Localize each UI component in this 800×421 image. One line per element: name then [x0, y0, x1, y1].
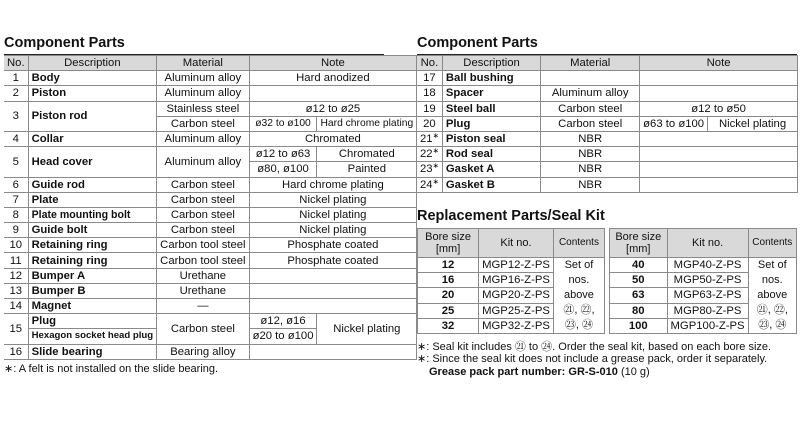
part-material: NBR [541, 131, 640, 146]
table-row [417, 177, 798, 192]
contents-line: above [757, 289, 788, 301]
part-description: Plate mounting bolt [28, 207, 157, 222]
left-footnote: ∗: A felt is not installed on the slide bearing. [4, 363, 219, 375]
kit-number: MGP100-Z-PS [667, 318, 748, 333]
table-row [417, 101, 798, 116]
part-no-text: 23 [420, 163, 433, 176]
contents-line: Set of [564, 259, 594, 271]
part-description: Slide bearing [28, 344, 157, 359]
part-note: Nickel plating [708, 116, 798, 131]
table-row [4, 192, 417, 207]
left-parts-table [4, 55, 417, 360]
part-note [640, 86, 798, 101]
part-no [417, 116, 442, 131]
table-row [417, 116, 798, 131]
part-no-text: 21 [420, 133, 433, 146]
part-description: Collar [28, 131, 157, 146]
contents-line: above [563, 289, 594, 301]
part-size-range: ø20 to ø100 [249, 329, 317, 344]
part-no [417, 131, 442, 146]
col-header-note: Note [249, 56, 417, 71]
grease-pack-amount: (10 g) [620, 366, 650, 378]
table-row [4, 268, 417, 283]
part-no: 16 [4, 344, 28, 359]
col-header-kit: Kit no. [479, 229, 554, 258]
part-no: 12 [4, 268, 28, 283]
part-no [417, 177, 442, 192]
part-no [417, 147, 442, 162]
part-material: NBR [541, 147, 640, 162]
contents-line: ㉓, ㉔ [758, 319, 787, 331]
kit-number: MGP16-Z-PS [479, 273, 554, 288]
part-no-text: 17 [423, 72, 436, 85]
kit-note-2: ∗: Since the seal kit does not include a grease pack, order it separately. [417, 353, 768, 365]
bore-size: 80 [610, 303, 668, 318]
table-row [4, 71, 417, 86]
bore-header-line1: Bore size [425, 230, 471, 243]
kit-number: MGP40-Z-PS [667, 258, 748, 273]
part-description: Bumper B [28, 283, 157, 298]
part-no: 2 [4, 86, 28, 101]
part-note: Nickel plating [249, 207, 417, 222]
part-note: Nickel plating [249, 223, 417, 238]
part-description: Head cover [28, 147, 157, 177]
part-note: Painted [317, 162, 417, 177]
part-no-text: 20 [423, 117, 436, 130]
bore-size: 40 [610, 258, 668, 273]
part-description: Bumper A [28, 268, 157, 283]
part-note: ø12 to ø25 [249, 101, 417, 116]
part-no: 1 [4, 71, 28, 86]
part-no: 10 [4, 238, 28, 253]
seal-kit-mark: ∗ [432, 161, 439, 171]
part-no [417, 71, 442, 86]
part-note: Phosphate coated [249, 238, 417, 253]
part-size-range: ø32 to ø100 [249, 116, 317, 131]
col-header-description: Description [442, 56, 540, 71]
part-note: ø12 to ø50 [640, 101, 798, 116]
kit-number: MGP80-Z-PS [667, 303, 748, 318]
part-description: Guide bolt [28, 223, 157, 238]
part-material: — [157, 299, 249, 314]
part-material: Carbon steel [157, 314, 249, 344]
part-material: Bearing alloy [157, 344, 249, 359]
part-description: Piston seal [442, 131, 540, 146]
part-material: Aluminum alloy [157, 131, 249, 146]
col-header-no: No. [417, 56, 442, 71]
table-row [4, 299, 417, 314]
part-description: Guide rod [28, 177, 157, 192]
col-header-material: Material [157, 56, 249, 71]
part-description: Piston rod [28, 101, 157, 131]
contents-line: nos. [761, 274, 783, 286]
table-row [4, 283, 417, 298]
part-no: 4 [4, 131, 28, 146]
part-description: Piston [28, 86, 157, 101]
contents-line: Set of [757, 259, 787, 271]
contents-line: ㉑, ㉒, [563, 304, 595, 316]
table-row [417, 147, 798, 162]
part-material: Urethane [157, 268, 249, 283]
table-row [4, 223, 417, 238]
part-no: 9 [4, 223, 28, 238]
bore-size: 16 [418, 273, 479, 288]
part-material: NBR [541, 177, 640, 192]
part-size-range: ø80, ø100 [249, 162, 317, 177]
part-material: Stainless steel [157, 101, 249, 116]
part-note [640, 71, 798, 86]
table-header-row [4, 56, 417, 71]
part-no-text: 24 [420, 178, 433, 191]
kit-number: MGP12-Z-PS [479, 258, 554, 273]
part-material [541, 71, 640, 86]
contents-line: ㉓, ㉔ [564, 319, 594, 331]
table-row [4, 314, 417, 329]
part-note [249, 268, 417, 283]
part-note: Hard chrome plating [317, 116, 417, 131]
part-note: Nickel plating [317, 314, 417, 344]
bore-size: 100 [610, 318, 668, 333]
part-size-range: ø63 to ø100 [640, 116, 708, 131]
part-note [249, 86, 417, 101]
table-row [4, 207, 417, 222]
part-no: 14 [4, 299, 28, 314]
part-note: Nickel plating [249, 192, 417, 207]
table-row [417, 71, 798, 86]
part-material: Urethane [157, 283, 249, 298]
part-material: Carbon steel [157, 207, 249, 222]
right-parts-table [417, 55, 798, 193]
part-no: 15 [4, 314, 28, 344]
part-description: Steel ball [442, 101, 540, 116]
part-no: 5 [4, 147, 28, 177]
contents-line: nos. [568, 274, 590, 286]
table-header-row [610, 229, 797, 258]
part-no-text: 18 [423, 87, 436, 100]
left-section-title: Component Parts [4, 35, 125, 51]
table-row [417, 86, 798, 101]
seal-kit-mark: ∗ [432, 146, 439, 156]
part-note [249, 283, 417, 298]
table-row [417, 162, 798, 177]
table-row [4, 131, 417, 146]
part-note [640, 147, 798, 162]
col-header-kit: Kit no. [667, 229, 748, 258]
right-section-title: Component Parts [417, 35, 538, 51]
table-row [4, 344, 417, 359]
kit-number: MGP25-Z-PS [479, 303, 554, 318]
part-material: Carbon steel [541, 116, 640, 131]
part-size-range: ø12 to ø63 [249, 147, 317, 162]
seal-kit-table-right [609, 228, 797, 334]
part-size-range: ø12, ø16 [249, 314, 317, 329]
part-no: 6 [4, 177, 28, 192]
contents-line: ㉑, ㉒, [756, 304, 788, 316]
table-header-row [417, 56, 798, 71]
col-header-description: Description [28, 56, 157, 71]
kit-section-title: Replacement Parts/Seal Kit [417, 208, 605, 224]
table-row [417, 131, 798, 146]
part-description: Plate [28, 192, 157, 207]
part-description: Magnet [28, 299, 157, 314]
part-note [640, 131, 798, 146]
kit-number: MGP63-Z-PS [667, 288, 748, 303]
part-material: Aluminum alloy [541, 86, 640, 101]
seal-kit-table-left [417, 228, 605, 334]
part-material: Aluminum alloy [157, 86, 249, 101]
part-description: Retaining ring [28, 238, 157, 253]
part-material: Carbon tool steel [157, 238, 249, 253]
part-no [417, 101, 442, 116]
bore-header-line1: Bore size [615, 230, 662, 243]
kit-note-1: ∗: Seal kit includes ㉑ to ㉔. Order the seal kit, based on each bore size. [417, 341, 772, 353]
part-description: Gasket B [442, 177, 540, 192]
part-material: NBR [541, 162, 640, 177]
part-description: Spacer [442, 86, 540, 101]
part-no: 13 [4, 283, 28, 298]
part-note: Chromated [317, 147, 417, 162]
table-row [610, 258, 797, 273]
grease-pack-label: Grease pack part number: GR-S-010 [429, 366, 618, 378]
bore-size: 32 [418, 318, 479, 333]
part-note: Hard chrome plating [249, 177, 417, 192]
bore-size: 50 [610, 273, 668, 288]
part-material: Carbon tool steel [157, 253, 249, 268]
col-header-contents: Contents [748, 229, 796, 258]
bore-size: 12 [418, 258, 479, 273]
table-header-row [418, 229, 605, 258]
kit-contents [748, 258, 796, 334]
part-note: Hard anodized [249, 71, 417, 86]
bore-size: 20 [418, 288, 479, 303]
part-note: Chromated [249, 131, 417, 146]
bore-header-line2: [mm] [626, 243, 651, 255]
table-row [418, 258, 605, 273]
part-no [417, 86, 442, 101]
table-row [4, 253, 417, 268]
kit-number: MGP20-Z-PS [479, 288, 554, 303]
bore-size: 63 [610, 288, 668, 303]
part-description: Plug [442, 116, 540, 131]
part-no [417, 162, 442, 177]
seal-kit-mark: ∗ [432, 131, 439, 141]
grease-pack-line [429, 366, 650, 378]
part-description: Body [28, 71, 157, 86]
part-material: Carbon steel [157, 177, 249, 192]
part-no: 3 [4, 101, 28, 131]
col-header-bore [610, 229, 668, 258]
table-row [4, 238, 417, 253]
table-row [4, 86, 417, 101]
part-note [249, 299, 417, 314]
col-header-no: No. [4, 56, 28, 71]
part-material: Aluminum alloy [157, 71, 249, 86]
part-material: Aluminum alloy [157, 147, 249, 177]
part-description: Gasket A [442, 162, 540, 177]
col-header-bore [418, 229, 479, 258]
part-description: Plug [28, 314, 157, 329]
part-note [640, 162, 798, 177]
part-no: 8 [4, 207, 28, 222]
kit-number: MGP32-Z-PS [479, 318, 554, 333]
table-row [4, 101, 417, 116]
table-row [4, 177, 417, 192]
part-material: Carbon steel [157, 116, 249, 131]
part-note [249, 344, 417, 359]
part-description: Retaining ring [28, 253, 157, 268]
part-note: Phosphate coated [249, 253, 417, 268]
part-description: Rod seal [442, 147, 540, 162]
kit-contents [553, 258, 604, 334]
bore-size: 25 [418, 303, 479, 318]
table-row [4, 147, 417, 162]
col-header-contents: Contents [553, 229, 604, 258]
part-material: Carbon steel [157, 192, 249, 207]
part-no: 11 [4, 253, 28, 268]
part-material: Carbon steel [157, 223, 249, 238]
col-header-note: Note [640, 56, 798, 71]
part-description: Ball bushing [442, 71, 540, 86]
kit-number: MGP50-Z-PS [667, 273, 748, 288]
part-material: Carbon steel [541, 101, 640, 116]
part-no: 7 [4, 192, 28, 207]
part-description-sub: Hexagon socket head plug [28, 329, 157, 344]
part-note [640, 177, 798, 192]
seal-kit-mark: ∗ [432, 176, 439, 186]
col-header-material: Material [541, 56, 640, 71]
part-no-text: 22 [420, 148, 433, 161]
part-no-text: 19 [423, 102, 436, 115]
bore-header-line2: [mm] [435, 243, 461, 255]
